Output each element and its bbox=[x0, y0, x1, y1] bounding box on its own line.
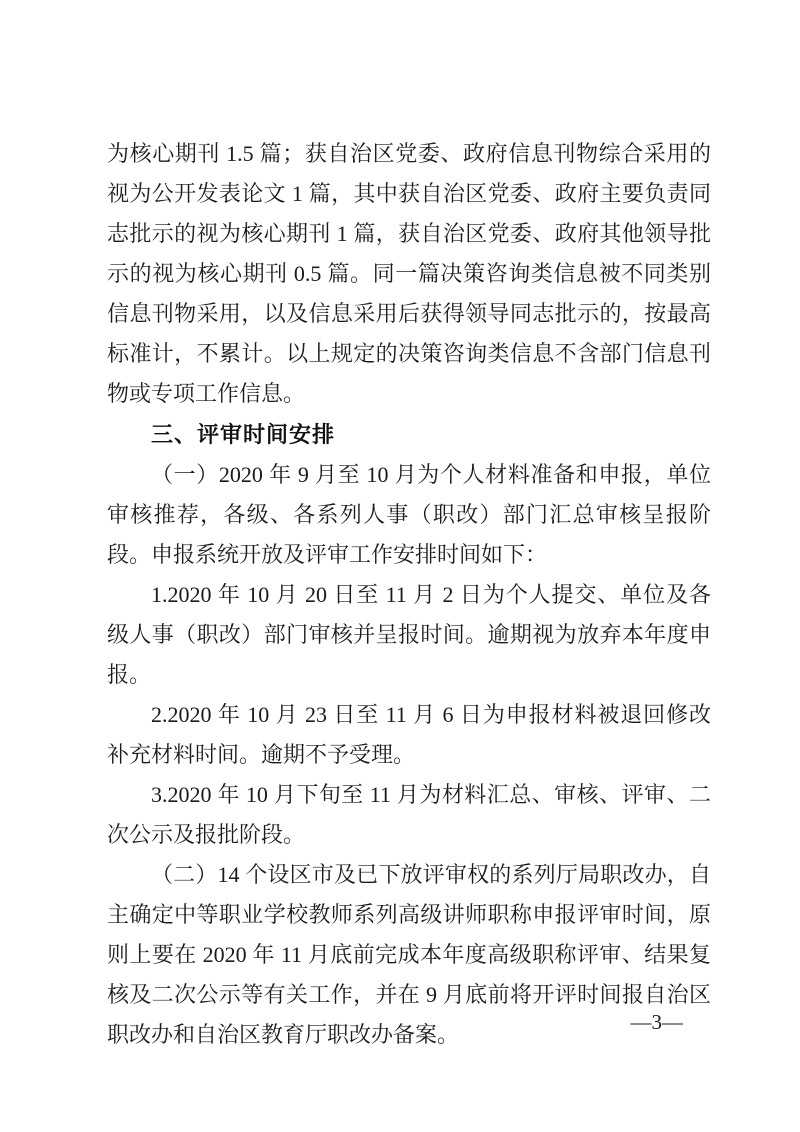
section-heading: 三、评审时间安排 bbox=[151, 422, 336, 447]
paragraph-sub-2: 2.2020 年 10 月 23 日至 11 月 6 日为申报材料被退回修改补充材料时间。逾期不予受理。 bbox=[107, 702, 711, 767]
paragraph-item-one: （一）2020 年 9 月至 10 月为个人材料准备和申报，单位审核推荐，各级、各系列人事（职改）部门汇总审核呈报阶段。申报系统开放及评审工作安排时间如下： bbox=[107, 462, 711, 567]
paragraph-sub-3: 3.2020 年 10 月下旬至 11 月为材料汇总、审核、评审、二次公示及报批阶段。 bbox=[107, 782, 711, 847]
page-number: —3— bbox=[630, 1010, 683, 1034]
document-body bbox=[107, 134, 711, 1055]
paragraph-item-two: （二）14 个设区市及已下放评审权的系列厅局职改办，自主确定中等职业学校教师系列高级讲师职称申报评审时间，原则上要在 2020 年 11 月底前完成本年度高级职称评审、结果复核及二次公示等有关工作，并在 9 月底前将开评时间报自治区职改办和自治区教育厅职改办备案。 bbox=[107, 862, 711, 1047]
paragraph-sub-1: 1.2020 年 10 月 20 日至 11 月 2 日为个人提交、单位及各级人事（职改）部门审核并呈报时间。逾期视为放弃本年度申报。 bbox=[107, 582, 711, 687]
paragraph-continuation: 为核心期刊 1.5 篇；获自治区党委、政府信息刊物综合采用的视为公开发表论文 1 篇，其中获自治区党委、政府主要负责同志批示的视为核心期刊 1 篇，获自治区党委、政府其他领导批示的视为核心期刊 0.5 篇。同一篇决策咨询类信息被不同类别信息刊物采用，以及信息采用后获得领导同志批示的，按最高标准计，不累计。以上规定的决策咨询类信息不含部门信息刊物或专项工作信息。 bbox=[107, 141, 711, 406]
